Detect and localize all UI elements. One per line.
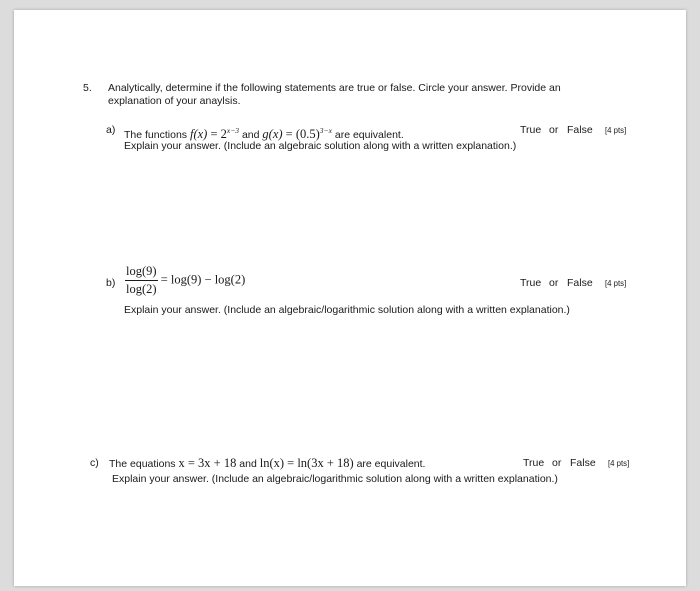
part-a-label: a): [106, 124, 116, 136]
g-exponent: 3−x: [319, 126, 332, 135]
question-instructions-line1: Analytically, determine if the following statements are true or false. Circle your answer. Provide an: [108, 82, 561, 94]
f-exponent: x−3: [226, 126, 240, 135]
part-c-explain: Explain your answer. (Include an algebraic/logarithmic solution along with a written explanation.): [112, 473, 558, 485]
part-c-equation2: ln(x) = ln(3x + 18): [259, 456, 354, 470]
g-lhs: g(x): [262, 127, 283, 141]
f-base: 2: [220, 127, 227, 141]
part-c-prefix: The equations: [109, 458, 176, 470]
part-c-points: [4 pts]: [608, 459, 630, 468]
part-b-points: [4 pts]: [605, 279, 627, 288]
question-instructions-line2: explanation of your anaylsis.: [108, 95, 241, 107]
part-a-or: or: [549, 124, 559, 136]
part-b-explain: Explain your answer. (Include an algebraic/logarithmic solution along with a written explanation.): [124, 304, 570, 316]
part-a-suffix: are equivalent.: [334, 129, 404, 141]
worksheet-page: [14, 10, 686, 586]
part-b-false-option[interactable]: False: [567, 277, 593, 289]
part-b-numerator: log(9): [125, 264, 158, 281]
part-a-explain: Explain your answer. (Include an algebraic solution along with a written explanation.): [124, 140, 517, 152]
part-b-rhs: = log(9) − log(2): [160, 272, 246, 287]
part-c-and: and: [239, 458, 257, 470]
part-c-true-option[interactable]: True: [523, 457, 545, 469]
part-a-points: [4 pts]: [605, 126, 627, 135]
part-b-true-option[interactable]: True: [520, 277, 542, 289]
part-b-denominator: log(2): [126, 282, 157, 296]
part-a-and: and: [241, 129, 260, 141]
part-b-fraction: [125, 264, 158, 297]
part-b-or: or: [549, 277, 559, 289]
part-c-label: c): [90, 457, 99, 469]
f-lhs: f(x): [189, 127, 208, 141]
g-base: (0.5): [295, 127, 320, 141]
part-b-equation: [125, 264, 245, 297]
part-c-false-option[interactable]: False: [570, 457, 596, 469]
question-number: 5.: [83, 82, 92, 94]
part-c-or: or: [552, 457, 562, 469]
part-c-statement: [109, 457, 425, 471]
part-a-f-expression: $f(x) = 2^{x-3}$: [189, 126, 240, 141]
part-c-equation1: x = 3x + 18: [178, 456, 237, 470]
part-a-false-option[interactable]: False: [567, 124, 593, 136]
part-c-suffix: are equivalent.: [356, 458, 426, 470]
part-a-true-option[interactable]: True: [520, 124, 542, 136]
part-b-label: b): [106, 277, 116, 289]
part-a-g-expression: $g(x) = (0.5)^{3-x}$: [262, 126, 332, 141]
part-a-prefix: The functions: [124, 129, 188, 141]
